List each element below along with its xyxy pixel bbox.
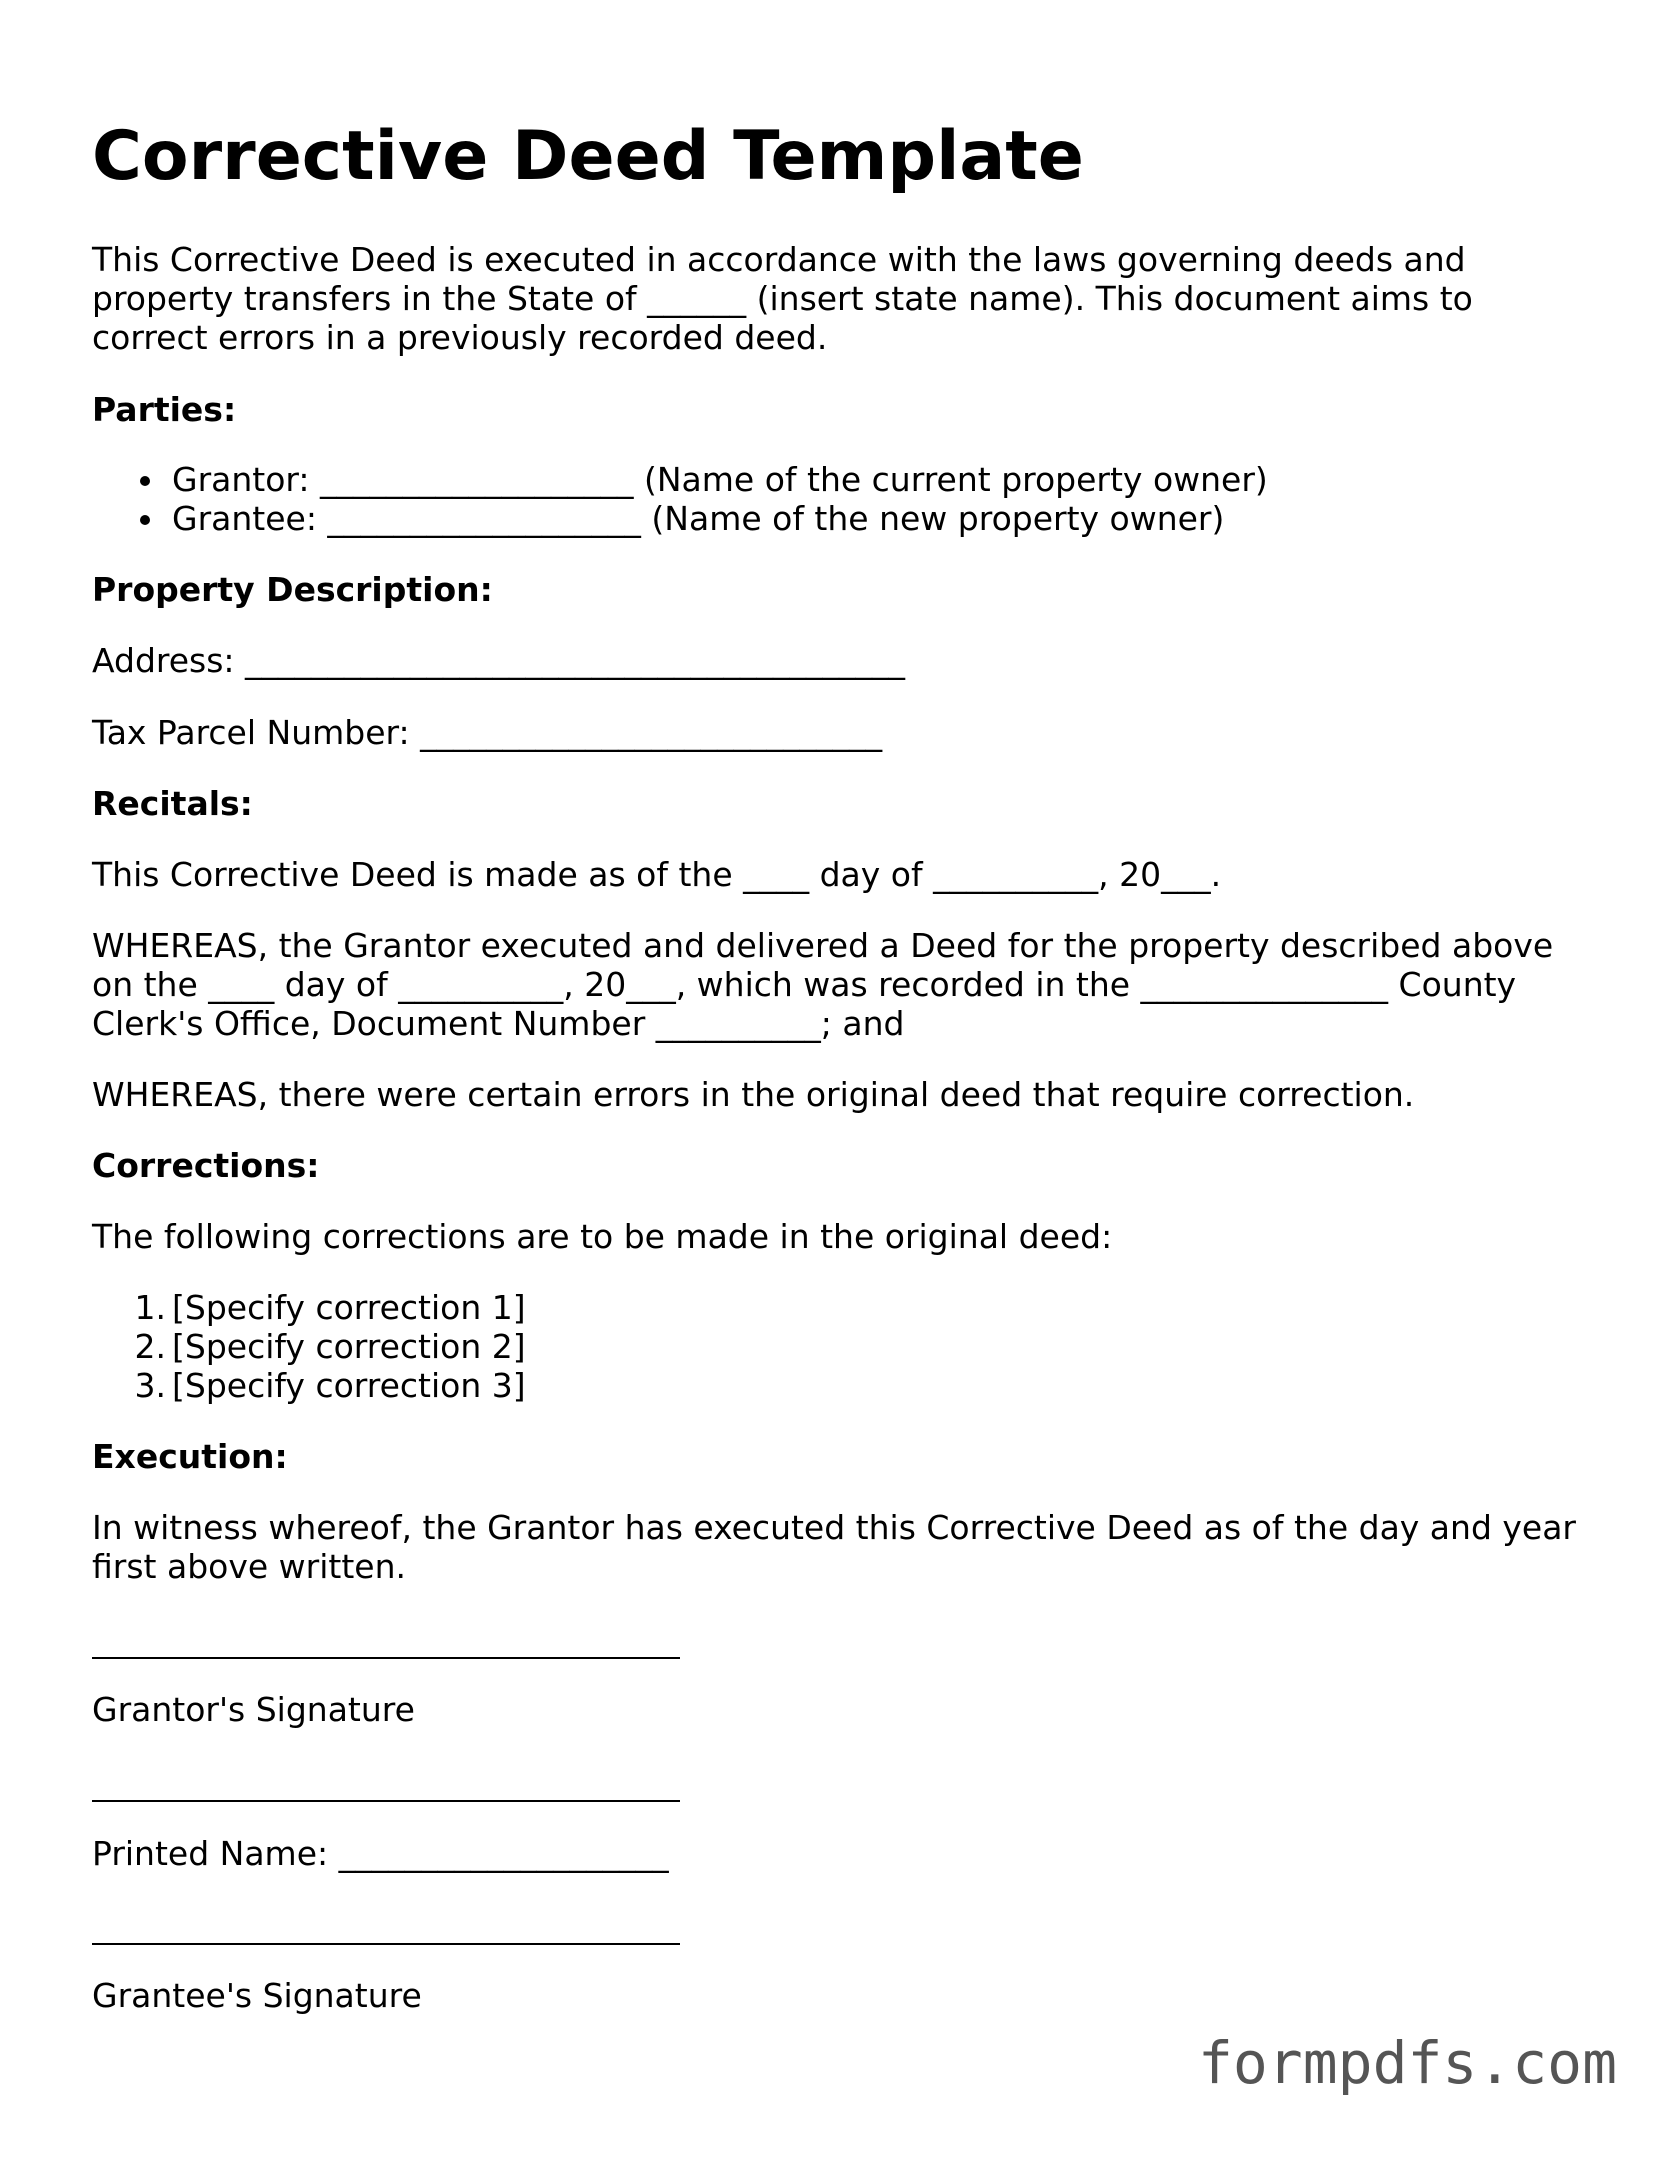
made-as-of-line: This Corrective Deed is made as of the ____ day of __________, 20___. [92,855,1222,894]
property-heading: Property Description: [92,570,493,609]
address-line: Address: ________________________________________ [92,641,906,680]
watermark-text: formpdfs.com [1197,2029,1617,2097]
whereas-paragraph-1 [92,926,1553,1043]
correction-number: 2. [134,1327,166,1366]
grantee-item: Grantee: ___________________ (Name of the new property owner) [172,499,1268,538]
printed-name-label: Printed Name: ____________________ [92,1834,669,1873]
grantor-signature-label: Grantor's Signature [92,1690,415,1729]
correction-item [134,1366,526,1405]
whereas-paragraph-2: WHEREAS, there were certain errors in the original deed that require correction. [92,1075,1415,1114]
grantor-signature-line [92,1657,680,1659]
execution-paragraph [92,1508,1576,1586]
corrections-intro: The following corrections are to be made in the original deed: [92,1217,1113,1256]
whereas-line: Clerk's Office, Document Number __________; and [92,1004,905,1043]
correction-text: [Specify correction 2] [172,1327,526,1366]
intro-line: This Corrective Deed is executed in accordance with the laws governing deeds and [92,240,1466,279]
correction-item [134,1327,526,1366]
intro-line: correct errors in a previously recorded deed. [92,318,828,357]
intro-line: property transfers in the State of ______ (insert state name). This document aims to [92,279,1473,318]
correction-number: 3. [134,1366,166,1405]
correction-text: [Specify correction 1] [172,1288,526,1327]
document-title: Corrective Deed Template [92,117,1084,196]
printed-name-signature-line [92,1800,680,1802]
tax-parcel-line: Tax Parcel Number: ____________________________ [92,713,883,752]
recitals-heading: Recitals: [92,784,253,823]
corrections-list [134,1288,526,1405]
correction-text: [Specify correction 3] [172,1366,526,1405]
parties-list [172,460,1268,538]
correction-item [134,1288,526,1327]
execution-line: first above written. [92,1547,406,1586]
grantor-item: Grantor: ___________________ (Name of the current property owner) [172,460,1268,499]
grantee-signature-line [92,1943,680,1945]
execution-heading: Execution: [92,1437,288,1476]
correction-number: 1. [134,1288,166,1327]
parties-heading: Parties: [92,390,237,429]
whereas-line: on the ____ day of __________, 20___, which was recorded in the _______________ County [92,965,1517,1004]
execution-line: In witness whereof, the Grantor has executed this Corrective Deed as of the day and year [92,1508,1577,1547]
intro-paragraph [92,240,1473,357]
corrections-heading: Corrections: [92,1146,320,1185]
grantee-signature-label: Grantee's Signature [92,1976,422,2015]
whereas-line: WHEREAS, the Grantor executed and delivered a Deed for the property described above [92,926,1554,965]
